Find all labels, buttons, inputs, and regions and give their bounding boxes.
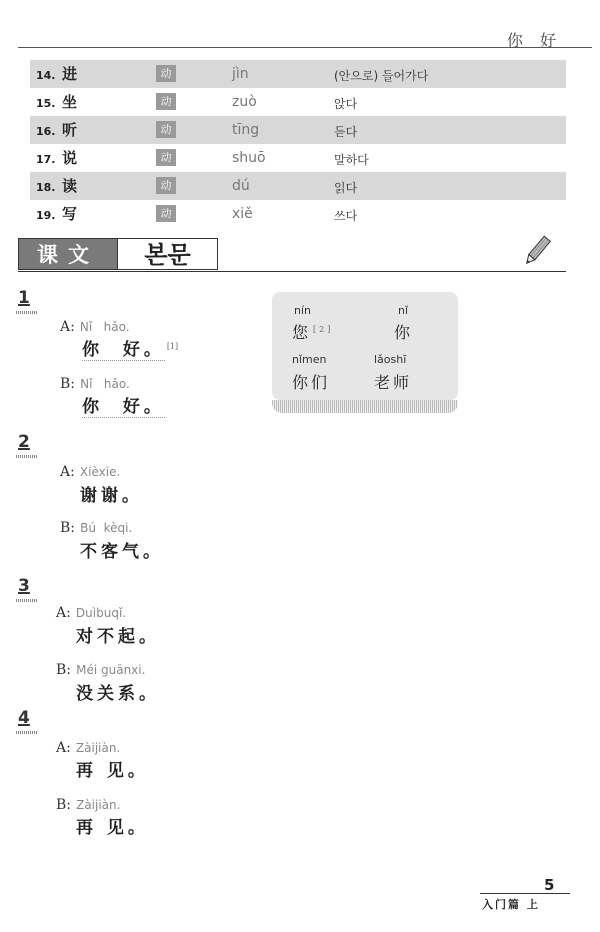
vocab-number: 17.	[36, 153, 56, 166]
hanzi-text: 你 好。	[82, 397, 165, 417]
vocab-korean: 읽다	[334, 181, 358, 195]
vocab-hanzi: 读	[62, 177, 78, 195]
lesson-number: 2	[18, 432, 30, 452]
vocab-pinyin: dú	[232, 178, 250, 194]
vocab-hanzi: 进	[62, 65, 78, 83]
box-shadow	[272, 400, 458, 413]
vocab-korean: 듣다	[334, 125, 358, 139]
vocab-korean: (안으로) 들어가다	[334, 69, 429, 83]
pinyin-text: Méi guānxi.	[76, 663, 146, 677]
vocab-hanzi: 听	[62, 121, 78, 139]
part-of-speech-tag: 动	[156, 177, 176, 194]
dialogue-line	[56, 602, 126, 621]
speaker-label: A:	[60, 464, 75, 480]
section-heading	[18, 236, 566, 272]
page-number: 5	[544, 876, 555, 894]
dialogue-hanzi	[76, 756, 149, 781]
dialogue-hanzi	[76, 622, 160, 647]
pencil-icon	[522, 234, 552, 268]
hanzi-text: 没关系。	[76, 684, 160, 704]
hanzi-text: 对不起。	[76, 627, 160, 647]
hanzi-text: 谢谢。	[80, 486, 143, 506]
lesson-number: 1	[18, 288, 30, 308]
vocab-row	[30, 144, 566, 172]
vocab-pinyin: jìn	[232, 66, 249, 82]
vocab-number: 14.	[36, 69, 56, 82]
pinyin-text: Nǐ hǎo.	[80, 377, 130, 391]
vocab-number: 16.	[36, 125, 56, 138]
dialogue-line	[56, 737, 120, 756]
dialogue-line	[60, 461, 120, 480]
vocab-pinyin: shuō	[232, 150, 266, 166]
footer-rule	[480, 893, 570, 894]
box-pinyin: nǐmen	[292, 353, 327, 366]
box-hanzi: 老师	[374, 373, 413, 392]
vocab-box	[272, 292, 458, 400]
vocab-pinyin: tīng	[232, 122, 260, 138]
dialogue-hanzi	[76, 813, 149, 838]
vocab-korean: 앉다	[334, 97, 358, 111]
vocab-pinyin: xiě	[232, 206, 253, 222]
dialogue-line	[60, 517, 132, 536]
footnote-marker: [2]	[313, 324, 334, 334]
speaker-label: B:	[60, 520, 76, 536]
speaker-label: B:	[56, 797, 72, 813]
box-hanzi: 你	[394, 323, 414, 342]
pinyin-text: Nǐ hǎo.	[79, 320, 130, 334]
lesson-number: 3	[18, 576, 30, 596]
box-hanzi: 您 [2]	[292, 323, 334, 342]
speaker-label: A:	[56, 740, 71, 756]
vocab-korean: 말하다	[334, 153, 369, 167]
vocab-number: 15.	[36, 97, 56, 110]
dialogue-hanzi	[80, 481, 143, 506]
hanzi-text: 再 见。	[76, 761, 149, 781]
dialogue-hanzi	[76, 679, 160, 704]
part-of-speech-tag: 动	[156, 93, 176, 110]
vocab-row	[30, 116, 566, 144]
hanzi-text: 不客气。	[80, 542, 164, 562]
running-head: 你 好	[506, 31, 562, 50]
speaker-label: A:	[60, 319, 75, 335]
speaker-label: B:	[56, 662, 72, 678]
pinyin-text: Bú kèqi.	[80, 521, 133, 535]
vocab-row	[30, 60, 566, 88]
section-title-chinese: 课文	[18, 238, 118, 270]
book-section-label: 入门篇 上	[482, 898, 540, 911]
lesson-number: 4	[18, 708, 30, 728]
vocab-hanzi: 说	[62, 149, 78, 167]
pinyin-text: Zàijiàn.	[75, 741, 121, 755]
footnote-marker: [1]	[166, 341, 179, 351]
vocab-hanzi: 坐	[62, 93, 78, 111]
part-of-speech-tag: 动	[156, 65, 176, 82]
dialogue-line	[60, 316, 130, 335]
hanzi-text: 你 好。	[82, 340, 165, 360]
vocab-pinyin: zuò	[232, 94, 257, 110]
vocab-number: 18.	[36, 181, 56, 194]
header-rule	[18, 47, 592, 48]
pinyin-text: Duìbuqǐ.	[75, 606, 127, 620]
dialogue-hanzi	[80, 537, 164, 562]
box-hanzi: 你们	[292, 373, 331, 392]
pinyin-text: Zàijiàn.	[76, 798, 121, 812]
section-rule	[18, 271, 566, 272]
speaker-label: A:	[56, 605, 71, 621]
vocab-hanzi: 写	[62, 205, 78, 223]
part-of-speech-tag: 动	[156, 149, 176, 166]
vocab-number: 19.	[36, 209, 56, 222]
speaker-label: B:	[60, 376, 76, 392]
box-pinyin: nǐ	[398, 304, 409, 317]
vocab-row	[30, 88, 566, 116]
dialogue-hanzi	[82, 392, 165, 417]
dialogue-line	[56, 659, 145, 678]
box-pinyin: lǎoshī	[374, 353, 407, 366]
pinyin-text: Xièxie.	[79, 465, 121, 479]
dialogue-line	[56, 794, 120, 813]
vocabulary-list	[30, 60, 566, 228]
part-of-speech-tag: 动	[156, 121, 176, 138]
hanzi-text: 再 见。	[76, 818, 149, 838]
vocab-row	[30, 172, 566, 200]
dialogue-hanzi	[82, 335, 178, 360]
vocab-row	[30, 200, 566, 228]
section-title-korean: 본문	[118, 238, 218, 270]
dialogue-line	[60, 373, 130, 392]
vocab-korean: 쓰다	[334, 209, 358, 223]
box-pinyin: nín	[294, 304, 311, 317]
part-of-speech-tag: 动	[156, 205, 176, 222]
